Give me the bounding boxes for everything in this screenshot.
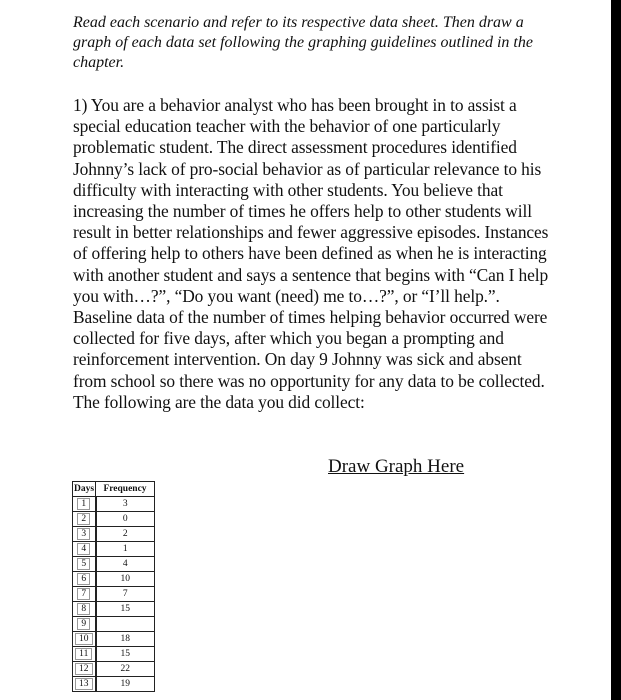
frequency-cell: 10 — [96, 572, 155, 587]
day-cell — [73, 512, 96, 527]
table-row — [73, 512, 155, 527]
frequency-header: Frequency — [96, 482, 155, 497]
day-value: 7 — [78, 589, 89, 599]
table-row — [73, 587, 155, 602]
table-row — [73, 557, 155, 572]
day-cell — [73, 632, 96, 647]
day-value: 1 — [78, 499, 89, 509]
draw-graph-heading: Draw Graph Here — [328, 456, 465, 477]
day-value: 11 — [76, 649, 91, 659]
day-value: 4 — [78, 544, 89, 554]
day-value: 12 — [76, 664, 92, 674]
day-value: 2 — [78, 514, 89, 524]
day-value: 9 — [78, 619, 89, 629]
day-cell — [73, 557, 96, 572]
frequency-cell: 1 — [96, 542, 155, 557]
frequency-cell: 15 — [96, 647, 155, 662]
day-value: 5 — [78, 559, 89, 569]
frequency-cell: 19 — [96, 677, 155, 692]
frequency-cell: 18 — [96, 632, 155, 647]
day-cell — [73, 572, 96, 587]
day-cell — [73, 587, 96, 602]
day-cell — [73, 647, 96, 662]
table-row — [73, 617, 155, 632]
day-value: 6 — [78, 574, 89, 584]
frequency-cell: 4 — [96, 557, 155, 572]
table-row — [73, 632, 155, 647]
frequency-cell: 3 — [96, 497, 155, 512]
frequency-cell: 2 — [96, 527, 155, 542]
frequency-cell: 22 — [96, 662, 155, 677]
day-cell — [73, 677, 96, 692]
day-cell — [73, 602, 96, 617]
table-header-row — [73, 482, 155, 497]
frequency-cell: 15 — [96, 602, 155, 617]
table-row — [73, 662, 155, 677]
day-value: 10 — [76, 634, 92, 644]
table-row — [73, 602, 155, 617]
day-cell — [73, 542, 96, 557]
table-row — [73, 542, 155, 557]
table-row — [73, 497, 155, 512]
day-value: 8 — [78, 604, 89, 614]
instructions-text: Read each scenario and refer to its respective data sheet. Then draw a graph of each data set following the graphing guidelines outlined in the chapter. — [73, 14, 533, 71]
days-header: Days — [73, 482, 96, 497]
frequency-cell — [96, 617, 155, 632]
day-value: 3 — [78, 529, 89, 539]
day-value: 13 — [76, 679, 92, 689]
day-cell — [73, 527, 96, 542]
table-row — [73, 572, 155, 587]
day-cell — [73, 662, 96, 677]
table-row — [73, 647, 155, 662]
frequency-cell: 7 — [96, 587, 155, 602]
day-cell — [73, 617, 96, 632]
table-row — [73, 677, 155, 692]
frequency-cell: 0 — [96, 512, 155, 527]
day-cell — [73, 497, 96, 512]
data-table — [72, 481, 155, 692]
table-row — [73, 527, 155, 542]
scenario-text: 1) You are a behavior analyst who has been brought in to assist a special education teacher with the behavior of one particularly problematic student. The direct assessment procedures identified Johnny’s lack of pro-social behavior as of particular relevance to his difficulty with interacting with other students. You believe that increasing the number of times he offers help to other students will result in better relationships and fewer aggressive episodes. Instances of offering help to others have been defined as when he is interacting with another student and says a sentence that begins with “Can I help you with…?”, “Do you want (need) me to…?”, or “I’ll help.”. Baseline data of the number of times helping behavior occurred were collected for five days, after which you began a prompting and reinforcement intervention. On day 9 Johnny was sick and absent from school so there was no opportunity for any data to be collected. The following are the data you did collect: — [73, 95, 549, 412]
scrollbar[interactable] — [611, 0, 621, 700]
